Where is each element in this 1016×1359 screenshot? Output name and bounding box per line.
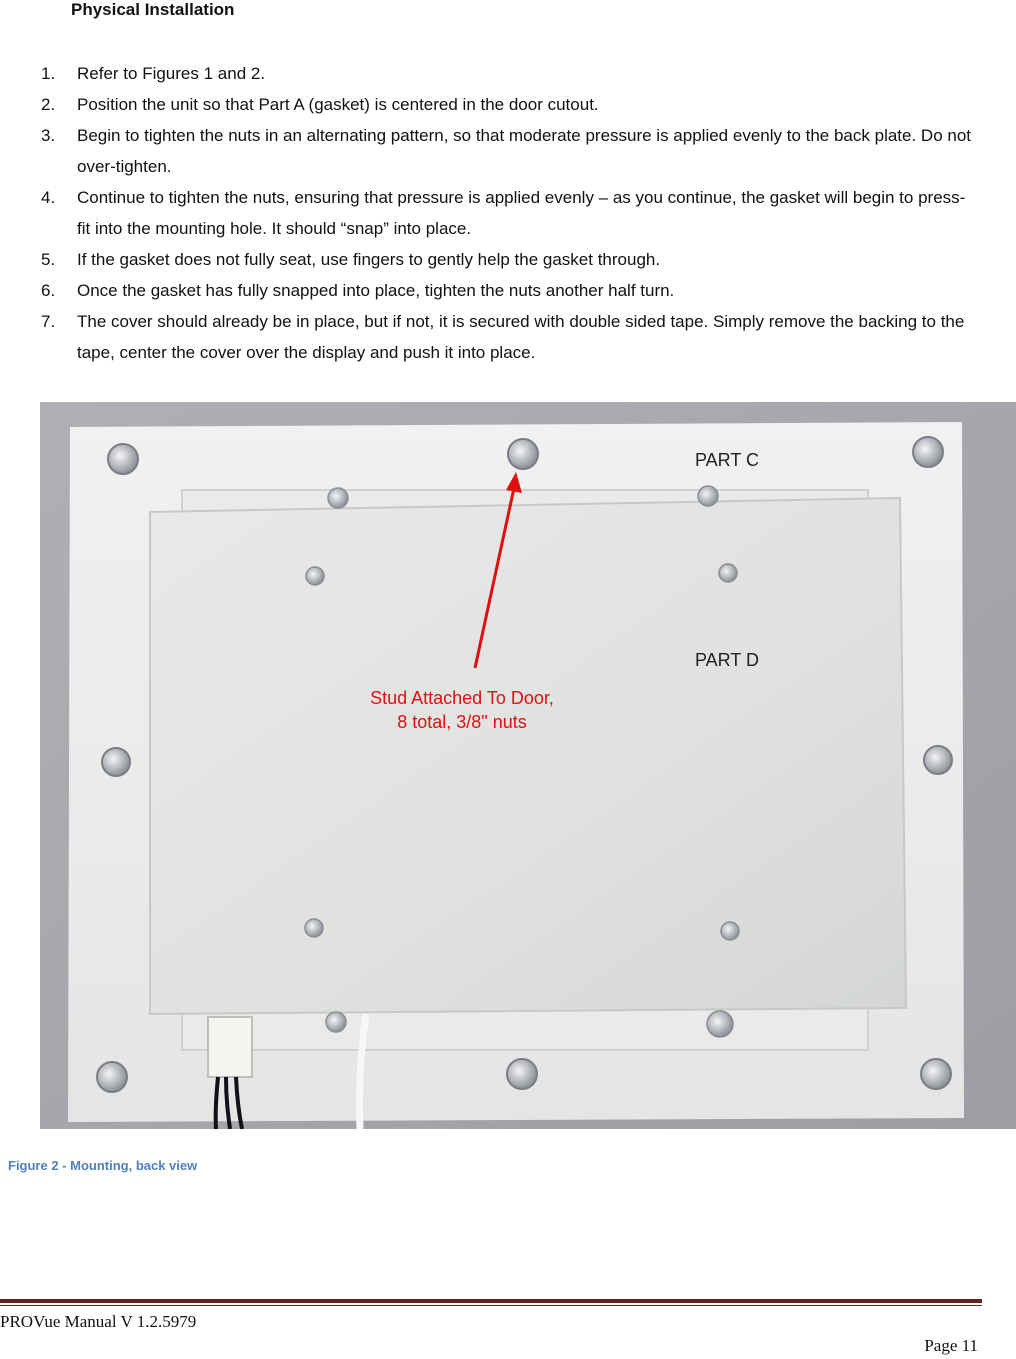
section-heading: Physical Installation bbox=[71, 0, 235, 19]
installation-steps bbox=[41, 58, 971, 368]
step-text: If the gasket does not fully seat, use fingers to gently help the gasket through. bbox=[77, 250, 661, 269]
step-text: The cover should already be in place, but if not, it is secured with double sided tape. Simply remove the backing to the tape, center the cover over the display and push it into place. bbox=[77, 312, 965, 362]
part-c-label: PART C bbox=[695, 450, 760, 470]
list-item bbox=[41, 244, 971, 275]
list-item bbox=[41, 89, 971, 120]
step-text: Refer to Figures 1 and 2. bbox=[77, 64, 266, 83]
footer-rule-thin bbox=[0, 1305, 982, 1306]
step-number: 2. bbox=[41, 95, 56, 114]
step-number: 7. bbox=[41, 312, 56, 331]
step-number: 1. bbox=[41, 64, 56, 83]
cover-part-d bbox=[150, 498, 906, 1014]
annotation-line-1: Stud Attached To Door, bbox=[370, 688, 554, 708]
step-number: 6. bbox=[41, 281, 56, 300]
list-item bbox=[41, 275, 971, 306]
part-d-label: PART D bbox=[695, 650, 760, 670]
step-text: Begin to tighten the nuts in an alternating pattern, so that moderate pressure is applied evenly to the back plate. Do not over-tighten. bbox=[77, 126, 972, 176]
list-item bbox=[41, 306, 971, 368]
annotation-line-2: 8 total, 3/8" nuts bbox=[397, 712, 527, 732]
list-item bbox=[41, 58, 971, 89]
step-text: Continue to tighten the nuts, ensuring that pressure is applied evenly – as you continue, the gasket will begin to press-fit into the mounting hole. It should “snap” into place. bbox=[77, 188, 966, 238]
step-number: 3. bbox=[41, 126, 56, 145]
manual-version: PROVue Manual V 1.2.5979 bbox=[0, 1312, 197, 1331]
connector-block bbox=[208, 1017, 252, 1077]
mounting-photo bbox=[40, 402, 1016, 1129]
list-item bbox=[41, 182, 971, 244]
list-item bbox=[41, 120, 971, 182]
page-number: Page 11 bbox=[924, 1336, 978, 1355]
step-text: Once the gasket has fully snapped into place, tighten the nuts another half turn. bbox=[77, 281, 675, 300]
step-text: Position the unit so that Part A (gasket) is centered in the door cutout. bbox=[77, 95, 599, 114]
step-number: 4. bbox=[41, 188, 56, 207]
figure-caption: Figure 2 - Mounting, back view bbox=[8, 1158, 198, 1173]
mounting-photo-illustration bbox=[40, 402, 1016, 1129]
step-number: 5. bbox=[41, 250, 56, 269]
footer-rule bbox=[0, 1299, 982, 1303]
